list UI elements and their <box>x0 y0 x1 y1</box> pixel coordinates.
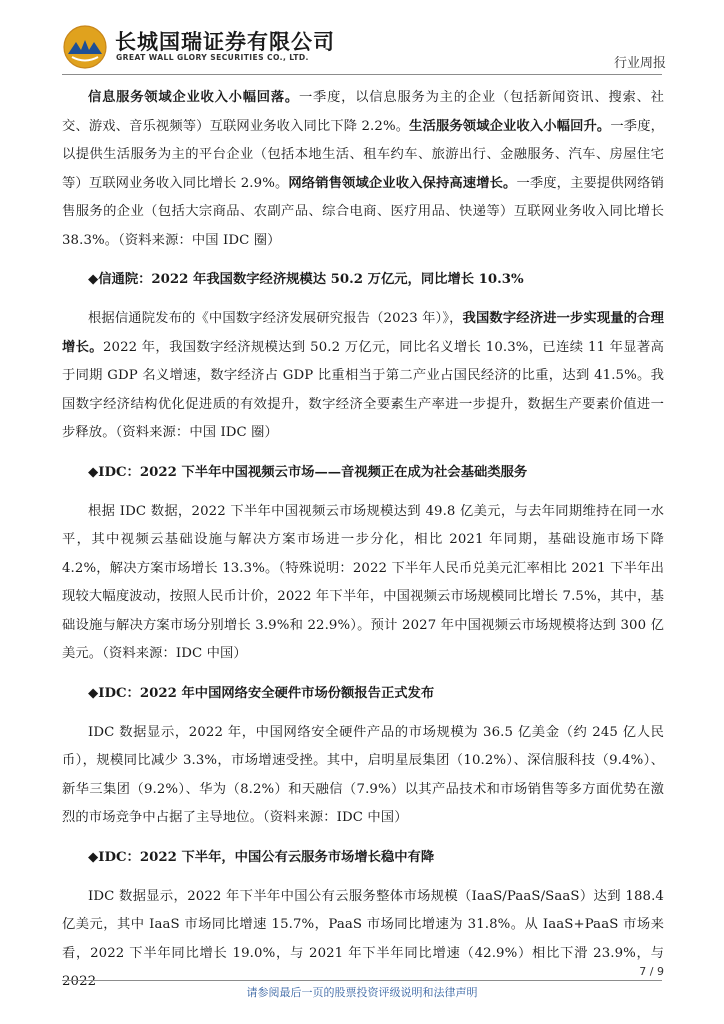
paragraph-text: 2022 年，我国数字经济规模达到 50.2 万亿元，同比名义增长 10.3%，已连续 11 年显著高于同期 GDP 名义增速，数字经济占 GDP 比重相当于第二产业占国民经济的比重，达到 41.5%。我国数字经济结构优化促进质的有效提升，数字经济全要素生产率进一步提升，数据生产要素价值进一步释放。（资料来源：中国 IDC 圈） <box>62 339 664 440</box>
section-heading: ◆IDC：2022 年中国网络安全硬件市场份额报告正式发布 <box>88 685 435 701</box>
body-paragraph <box>62 84 664 255</box>
section-heading: ◆信通院：2022 年我国数字经济规模达 50.2 万亿元，同比增长 10.3% <box>88 272 524 287</box>
section-heading: ◆IDC：2022 下半年中国视频云市场——音视频正在成为社会基础类服务 <box>88 464 528 480</box>
paragraph-text: 一季度，主要提供网络销售服务的企业（包括大宗商品、农副产品、综合电商、医疗用品、快递等）互联网业务收入同比增长 38.3%。（资料来源：中国 IDC 圈） <box>62 175 664 248</box>
section-heading: ◆IDC：2022 下半年，中国公有云服务市场增长稳中有降 <box>88 849 435 865</box>
company-name-en: GREAT WALL GLORY SECURITIES CO., LTD. <box>116 53 309 62</box>
report-body <box>62 84 664 997</box>
body-paragraph <box>62 305 664 448</box>
paragraph-text: 根据信通院发布的《中国数字经济发展研究报告（2023 年）》， <box>88 311 463 326</box>
document-type-label: 行业周报 <box>613 56 666 71</box>
page-number: 7 / 9 <box>639 965 664 978</box>
paragraph-text: 根据 IDC 数据，2022 下半年中国视频云市场规模达到 49.8 亿美元，与去年同期维持在同一水平，其中视频云基础设施与解决方案市场进一步分化，相比 2021 年同期，基础设施市场下降 4.2%，解决方案市场增长 13.3%。（特殊说明：2022 下半年人民币兑美元汇率相比 2021 下半年出现较大幅度波动，按照人民币计价，2022 年下半年，中国视频云市场规模同比增长 7.5%，其中，基础设施与解决方案市场分别增长 3.9%和 22.9%）。预计 2027 年中国视频云市场规模将达到 300 亿美元。（资料来源：IDC 中国） <box>62 503 664 661</box>
bold-lead-text: 网络销售领域企业收入保持高速增长。 <box>288 175 517 191</box>
paragraph-text: IDC 数据显示，2022 年，中国网络安全硬件产品的市场规模为 36.5 亿美金（约 245 亿人民币），规模同比减少 3.3%，市场增速受挫。其中，启明星辰集团（10.2%）、深信服科技（9.4%）、新华三集团（9.2%）、华为（8.2%）和天融信（7.9%）以其产品技术和市场销售等多方面优势在激烈的市场竞争中占据了主导地位。（资料来源：IDC 中国） <box>62 724 664 825</box>
paragraph-text: 一季度，以提供生活服务为主的平台企业（包括本地生活、租车约车、旅游出行、金融服务、汽车、房屋住宅等）互联网业务收入同比增长 2.9%。 <box>62 118 665 191</box>
body-paragraph <box>62 719 664 833</box>
page-header <box>0 0 724 80</box>
footer-disclaimer: 请参阅最后一页的股票投资评级说明和法律声明 <box>246 986 478 999</box>
footer-divider <box>62 980 662 981</box>
bold-lead-text: 我国数字经济进一步实现量的合理增长。 <box>62 311 664 355</box>
bold-lead-text: 信息服务领域企业收入小幅回落。 <box>88 90 299 105</box>
header-divider <box>62 74 662 75</box>
paragraph-text: IDC 数据显示，2022 年下半年中国公有云服务整体市场规模（IaaS/PaaS/SaaS）达到 188.4 亿美元，其中 IaaS 市场同比增速 15.7%，PaaS 市场同比增速为 31.8%。从 IaaS+PaaS 市场来看，2022 下半年同比增长 19.0%，与 2021 年下半年同比增速（42.9%）相比下滑 23.9%，与 2022 <box>62 888 664 989</box>
great-wall-glory-logo-icon <box>62 24 108 70</box>
body-paragraph <box>62 498 664 669</box>
paragraph-text: 一季度，以信息服务为主的企业（包括新闻资讯、搜索、社交、游戏、音乐视频等）互联网业务收入同比下降 2.2%。 <box>62 90 665 134</box>
company-name-cn: 长城国瑞证券有限公司 <box>115 30 335 54</box>
bold-lead-text: 生活服务领域企业收入小幅回升。 <box>409 118 611 134</box>
